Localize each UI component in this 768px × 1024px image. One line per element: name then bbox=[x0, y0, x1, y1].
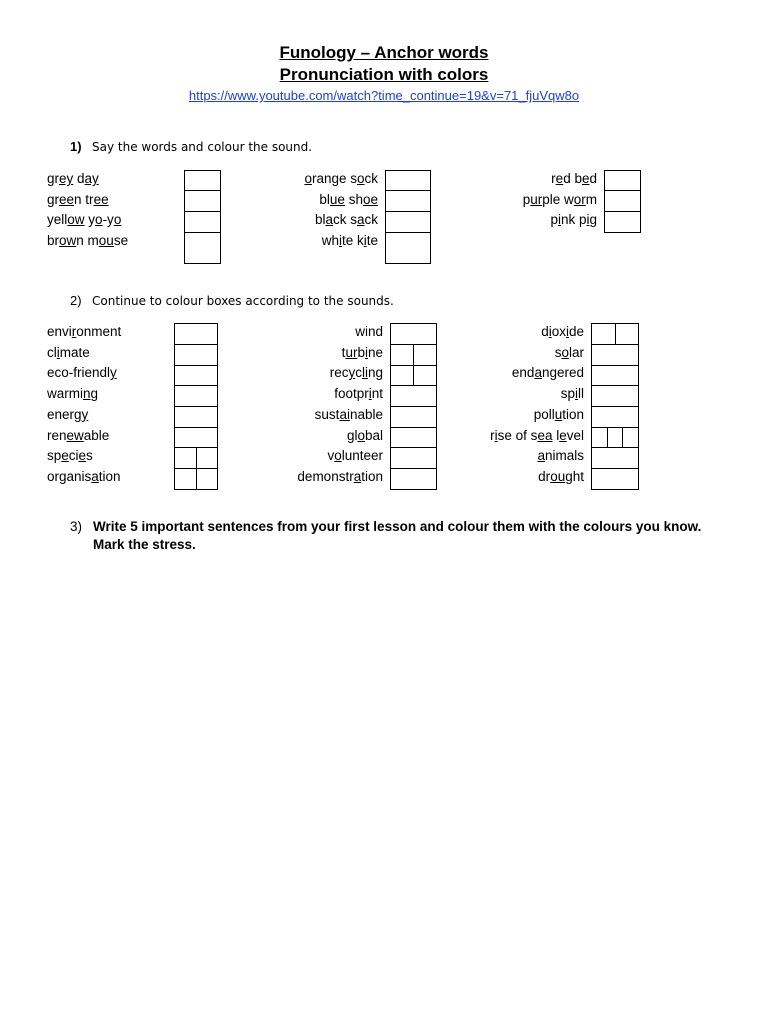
word-item bbox=[47, 191, 109, 208]
video-link[interactable]: https://www.youtube.com/watch?time_continue=19&v=71_fjuVqw8o bbox=[188, 88, 580, 103]
word-item bbox=[541, 323, 584, 340]
task1-instruction: Say the words and colour the sound. bbox=[92, 140, 313, 154]
sound-underline: ur bbox=[345, 344, 358, 360]
word-segment: ngered bbox=[541, 365, 584, 381]
sound-underline: ai bbox=[339, 406, 350, 422]
word-segment: gr bbox=[47, 191, 60, 207]
sound-underline: o bbox=[95, 212, 103, 228]
sound-underline: u bbox=[554, 406, 563, 422]
word-segment: gr bbox=[47, 171, 60, 186]
word-segment: t bbox=[341, 344, 346, 360]
word-item bbox=[319, 191, 378, 208]
sound-underline: li bbox=[361, 365, 368, 381]
word-item bbox=[297, 468, 383, 485]
word-segment: p bbox=[550, 212, 558, 228]
sound-underline: e bbox=[78, 448, 87, 464]
task3-instruction: Write 5 important sentences from your first lesson and colour them with the colours you know. Mark the stress. bbox=[93, 519, 702, 552]
word-item bbox=[47, 364, 117, 381]
sound-underline: ou bbox=[98, 233, 114, 249]
word-segment: yell bbox=[47, 212, 68, 228]
sound-underline: y bbox=[110, 365, 117, 381]
sound-underline: i bbox=[586, 212, 590, 228]
word-segment: ght bbox=[565, 468, 584, 484]
word-segment: te k bbox=[341, 233, 364, 249]
word-segment: ple w bbox=[542, 191, 574, 207]
word-item bbox=[512, 364, 584, 381]
word-segment: tion bbox=[361, 468, 383, 484]
word-segment: ren bbox=[47, 427, 67, 443]
task3-block bbox=[70, 518, 720, 554]
word-item bbox=[330, 364, 383, 381]
page-subtitle: Pronunciation with colors bbox=[279, 65, 489, 84]
sound-underline: i bbox=[565, 324, 569, 339]
sound-underline: a bbox=[537, 448, 545, 464]
word-item bbox=[561, 385, 584, 402]
word-segment: bl bbox=[319, 191, 330, 207]
sound-underline: e bbox=[559, 427, 567, 443]
sound-underline: o bbox=[334, 448, 342, 464]
word-item bbox=[315, 211, 378, 228]
page-title: Funology – Anchor words bbox=[279, 43, 489, 62]
word-segment: ll bbox=[578, 386, 584, 402]
task1-heading bbox=[70, 138, 312, 156]
word-segment: b bbox=[357, 344, 365, 360]
word-item bbox=[347, 427, 383, 444]
task1-number: 1) bbox=[70, 139, 82, 154]
word-segment: s bbox=[86, 448, 93, 464]
word-item bbox=[47, 406, 88, 423]
word-segment: poll bbox=[533, 406, 555, 422]
sound-underline: e bbox=[581, 171, 590, 186]
task2-heading bbox=[70, 292, 394, 310]
word-segment: d bbox=[541, 324, 549, 339]
sound-underline: i bbox=[494, 427, 498, 443]
word-segment: energ bbox=[47, 406, 82, 422]
sound-underline: y bbox=[81, 406, 89, 422]
word-item bbox=[47, 427, 109, 444]
word-segment: l bbox=[552, 427, 560, 443]
word-segment: range s bbox=[311, 171, 357, 186]
task1-box-column-3[interactable] bbox=[604, 170, 641, 233]
word-segment: footpr bbox=[334, 386, 369, 402]
word-item bbox=[555, 344, 584, 361]
word-segment: mate bbox=[59, 344, 90, 360]
sound-underline: a bbox=[534, 365, 542, 381]
task2-box-column-2[interactable] bbox=[390, 323, 437, 490]
sound-underline: i bbox=[557, 212, 561, 228]
word-item bbox=[322, 232, 378, 249]
sound-underline: e bbox=[61, 448, 69, 464]
word-segment: wind bbox=[355, 324, 383, 339]
sound-underline: ee bbox=[59, 191, 75, 207]
task2-instruction: Continue to colour boxes according to the sounds. bbox=[92, 294, 394, 308]
word-segment: bl bbox=[314, 212, 326, 228]
word-segment: -y bbox=[102, 212, 114, 228]
word-segment: ck bbox=[364, 212, 378, 228]
word-segment: nt bbox=[371, 386, 383, 402]
word-segment: demonstr bbox=[297, 468, 354, 484]
sound-underline: ey bbox=[59, 171, 74, 186]
sound-underline: o bbox=[113, 212, 122, 228]
word-segment: envi bbox=[47, 324, 72, 339]
word-segment: end bbox=[511, 365, 535, 381]
task1-box-column-1[interactable] bbox=[184, 170, 221, 264]
sound-underline: ow bbox=[59, 233, 77, 249]
word-segment: tion bbox=[562, 406, 584, 422]
word-segment: ox bbox=[551, 324, 566, 339]
sound-underline: i bbox=[363, 233, 367, 249]
sound-underline: ay bbox=[84, 171, 99, 186]
sound-underline: ur bbox=[530, 191, 543, 207]
word-segment: g bbox=[589, 212, 597, 228]
word-item bbox=[490, 427, 584, 444]
word-segment: nk p bbox=[560, 212, 587, 228]
task2-box-column-3[interactable] bbox=[591, 323, 639, 490]
word-segment: v bbox=[327, 448, 335, 464]
word-item bbox=[47, 385, 98, 402]
word-item bbox=[523, 191, 597, 208]
sound-underline: a bbox=[325, 212, 333, 228]
word-segment: nimals bbox=[544, 448, 584, 464]
word-item bbox=[538, 468, 584, 485]
word-segment: d b bbox=[563, 171, 582, 186]
sound-underline: ow bbox=[67, 212, 85, 228]
word-segment: s bbox=[554, 344, 562, 360]
sound-underline: i bbox=[364, 344, 368, 360]
sound-underline: or bbox=[573, 191, 586, 207]
sound-underline: n bbox=[83, 386, 91, 402]
word-segment: sh bbox=[344, 191, 363, 207]
sound-underline: ue bbox=[329, 191, 345, 207]
word-segment: organis bbox=[47, 468, 92, 484]
word-segment: br bbox=[47, 233, 60, 249]
word-segment: dr bbox=[538, 468, 551, 484]
word-segment: nable bbox=[349, 406, 383, 422]
sound-underline: oe bbox=[362, 191, 378, 207]
word-segment: wh bbox=[321, 233, 339, 249]
sound-underline: e bbox=[555, 171, 564, 186]
task3-number: 3) bbox=[70, 519, 83, 534]
sound-underline: a bbox=[353, 468, 362, 484]
word-segment: sp bbox=[47, 448, 62, 464]
word-segment: g bbox=[90, 386, 99, 402]
sound-underline: ee bbox=[93, 191, 109, 207]
sound-underline: ew bbox=[66, 427, 84, 443]
word-segment: ck bbox=[364, 171, 378, 186]
sound-underline: o bbox=[356, 171, 365, 186]
video-link-container bbox=[0, 87, 768, 105]
sound-underline: o bbox=[304, 171, 312, 186]
word-segment: d bbox=[589, 171, 597, 186]
task2-number: 2) bbox=[70, 293, 82, 308]
word-item bbox=[537, 447, 584, 464]
word-segment: sp bbox=[560, 386, 575, 402]
word-segment: r bbox=[551, 171, 556, 186]
word-item bbox=[47, 232, 128, 249]
word-segment: eco-friendl bbox=[47, 365, 111, 381]
word-segment: bal bbox=[364, 427, 383, 443]
word-item bbox=[550, 211, 597, 228]
word-segment: lar bbox=[568, 344, 584, 360]
word-segment: ci bbox=[68, 448, 79, 464]
word-segment: warmi bbox=[47, 386, 83, 402]
word-segment: cl bbox=[47, 344, 57, 360]
word-item bbox=[327, 447, 383, 464]
sound-underline: i bbox=[575, 386, 578, 402]
word-item bbox=[315, 406, 383, 423]
word-item bbox=[47, 323, 121, 340]
sound-underline: ea bbox=[537, 427, 553, 443]
word-item bbox=[304, 170, 378, 187]
sound-underline: i bbox=[338, 233, 342, 249]
word-item bbox=[47, 344, 90, 361]
word-segment: p bbox=[522, 191, 531, 207]
word-segment: able bbox=[83, 427, 110, 443]
word-segment: d bbox=[73, 171, 85, 186]
word-segment: onment bbox=[76, 324, 122, 339]
word-item bbox=[534, 406, 584, 423]
word-segment: n m bbox=[76, 233, 99, 249]
word-segment: ck s bbox=[332, 212, 357, 228]
word-item bbox=[342, 344, 383, 361]
word-segment: y bbox=[84, 212, 96, 228]
word-segment: te bbox=[366, 233, 378, 249]
word-segment: tion bbox=[98, 468, 121, 484]
word-item bbox=[334, 385, 383, 402]
word-segment: m bbox=[585, 191, 597, 207]
word-segment: n tr bbox=[74, 191, 94, 207]
sound-underline: r bbox=[71, 324, 77, 339]
word-segment: se bbox=[113, 233, 129, 249]
word-item bbox=[47, 211, 121, 228]
word-item bbox=[47, 468, 121, 485]
sound-underline: a bbox=[91, 468, 99, 484]
word-segment: r bbox=[490, 427, 495, 443]
word-segment: rec bbox=[329, 365, 349, 381]
sound-underline: o bbox=[561, 344, 569, 360]
sound-underline: y bbox=[348, 365, 356, 381]
sound-underline: a bbox=[356, 212, 365, 228]
word-segment: se of s bbox=[497, 427, 538, 443]
word-item bbox=[551, 170, 597, 187]
word-item bbox=[355, 323, 383, 340]
sound-underline: i bbox=[548, 324, 552, 339]
word-item bbox=[47, 170, 99, 187]
task2-box-column-1[interactable] bbox=[174, 323, 218, 490]
sound-underline: i bbox=[56, 344, 60, 360]
word-segment: ne bbox=[367, 344, 383, 360]
sound-underline: o bbox=[357, 427, 365, 443]
word-segment: ng bbox=[367, 365, 383, 381]
word-segment: lunteer bbox=[341, 448, 383, 464]
word-segment: de bbox=[568, 324, 584, 339]
word-segment: sust bbox=[314, 406, 340, 422]
word-segment: gl bbox=[346, 427, 358, 443]
word-segment: c bbox=[355, 365, 362, 381]
sound-underline: i bbox=[368, 386, 372, 402]
word-item bbox=[47, 447, 93, 464]
sound-underline: ou bbox=[550, 468, 566, 484]
word-segment: vel bbox=[566, 427, 584, 443]
task1-box-column-2[interactable] bbox=[385, 170, 431, 264]
